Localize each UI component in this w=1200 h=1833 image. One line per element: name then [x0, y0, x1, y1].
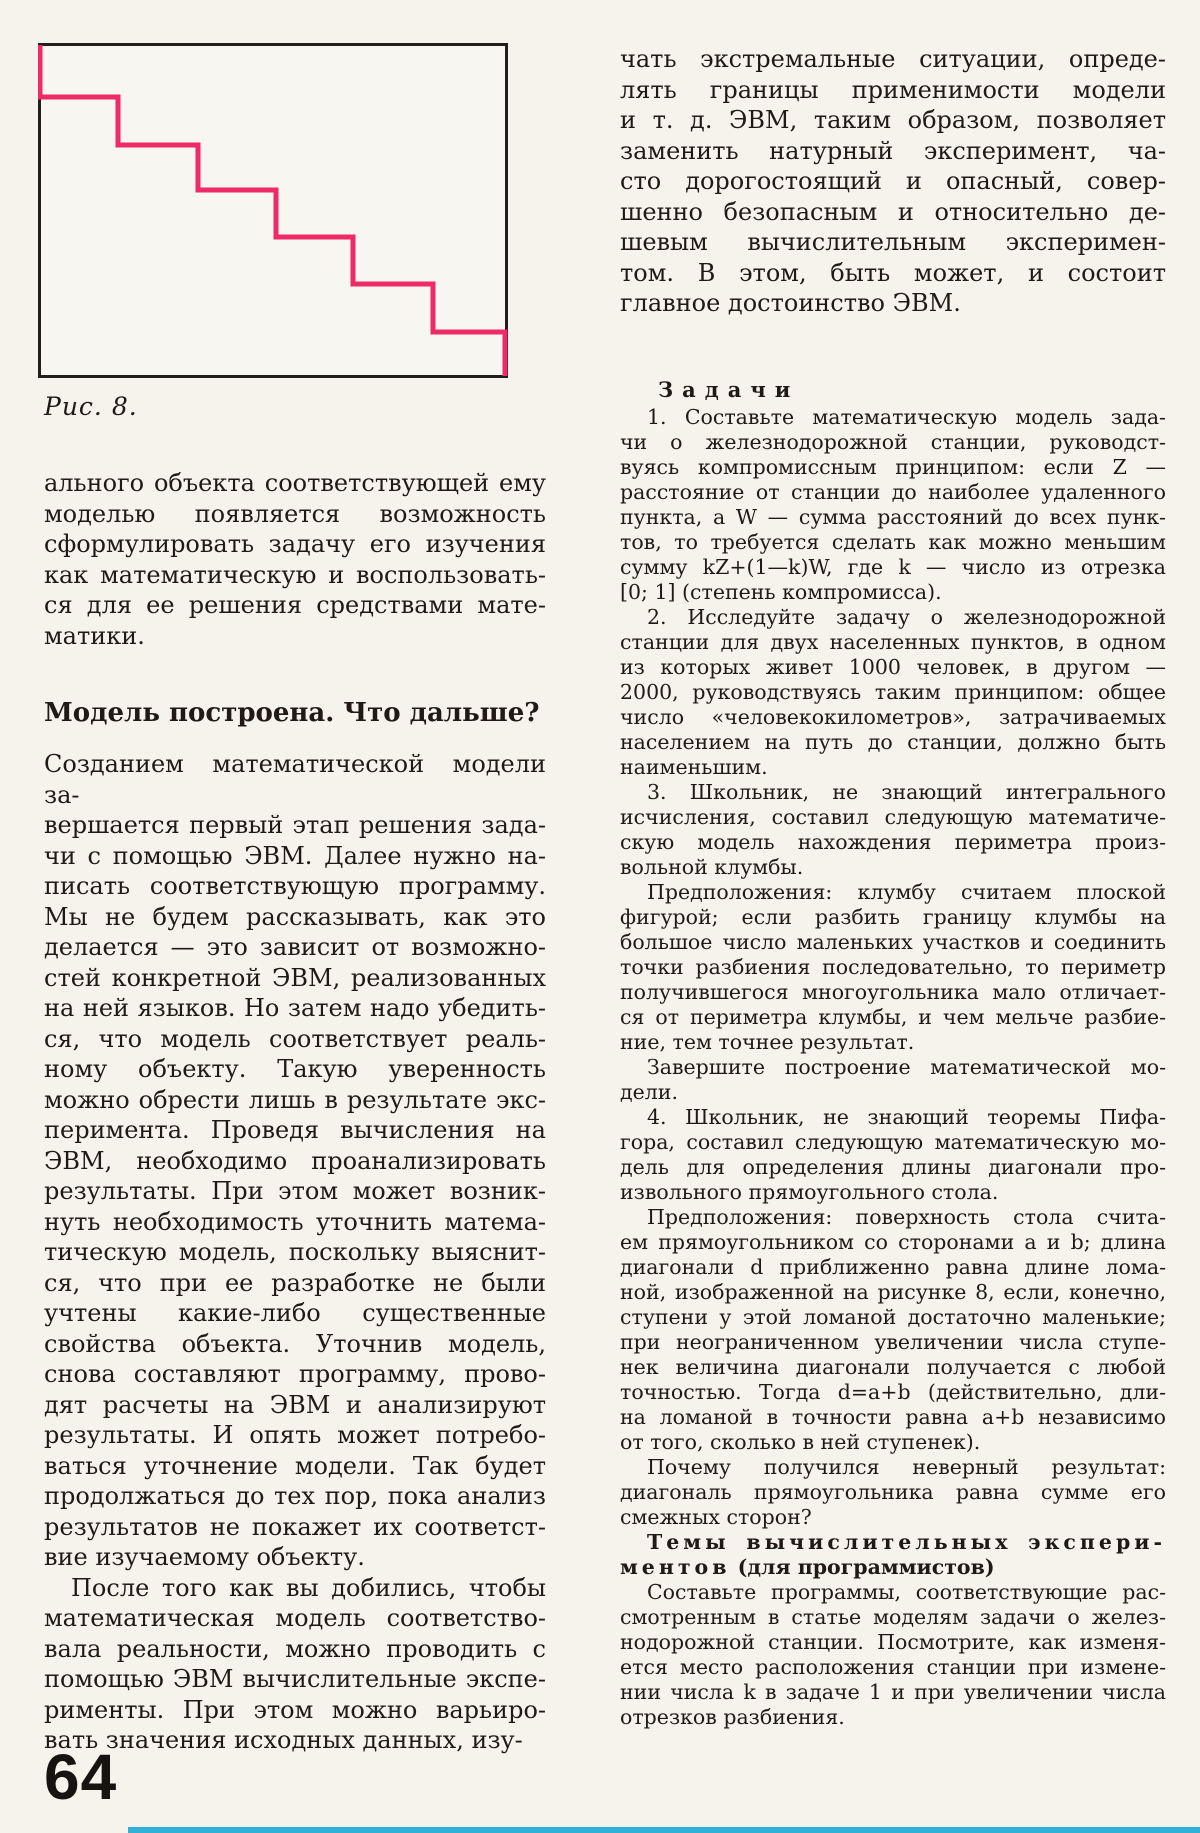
- task-paragraph: [620, 405, 1166, 605]
- figure-caption: Рис. 8.: [44, 392, 138, 421]
- text-line: Предположения: поверхность стола счита-: [647, 1204, 1166, 1229]
- text-line: дели.: [620, 1079, 678, 1104]
- text-line: рименты. При этом можно варьиро-: [44, 1695, 546, 1724]
- text-line: 2. Исследуйте задачу о железнодорожной: [647, 604, 1166, 629]
- text-line: снова составляют программу, прово-: [44, 1360, 546, 1388]
- text-line: главное достоинство ЭВМ.: [620, 289, 961, 317]
- text-line: Составьте программы, соответствующие рас-: [647, 1579, 1166, 1604]
- text-line: учтены какие-либо существенные: [44, 1299, 546, 1327]
- text-line: нуть необходимость уточнить матема-: [44, 1207, 546, 1236]
- text-line: 3. Школьник, не знающий интегрального: [647, 779, 1166, 804]
- text-line: ем прямоугольником со сторонами a и b; длина: [620, 1229, 1166, 1254]
- text-line: [0; 1] (степень компромисса).: [620, 579, 942, 604]
- text-line: Предположения: клумбу считаем плоской: [647, 879, 1166, 904]
- text-line: ваться уточнение модели. Так будет: [44, 1451, 546, 1480]
- text-line: станции для двух населенных пунктов, в одном: [620, 629, 1166, 654]
- text-line: вольной клумбы.: [620, 854, 804, 879]
- text-line: перимента. Проведя вычисления на: [44, 1116, 546, 1144]
- text-line: получившегося многоугольника мало отличает-: [620, 979, 1166, 1004]
- text-line: диагонали d приближенно равна длине лома-: [620, 1254, 1166, 1279]
- text-line: стей конкретной ЭВМ, реализованных: [44, 963, 546, 992]
- task-paragraph: [620, 1055, 1166, 1105]
- text-line: шевым вычислительным эксперимен-: [620, 228, 1166, 256]
- text-line: свойства объекта. Уточнив модель,: [44, 1329, 546, 1358]
- topics-line-2-rest: (для программистов): [730, 1554, 995, 1579]
- text-line: населением на путь до станции, должно быть: [620, 729, 1166, 754]
- text-line: ся от периметра клумбы, и чем мельче разбие-: [620, 1004, 1166, 1029]
- text-line: ступени у этой ломаной достаточно маленькие;: [620, 1304, 1166, 1329]
- text-line: смотренным в статье моделям задачи о желез-: [620, 1604, 1166, 1629]
- text-line: делается — это зависит от возможно-: [44, 933, 546, 961]
- text-line: продолжаться до тех пор, пока анализ: [44, 1482, 546, 1510]
- bottom-edge-strip: [128, 1827, 1200, 1833]
- paragraph-top-continuation: [620, 44, 1166, 319]
- staircase-diagram: [38, 43, 508, 378]
- task-paragraph: [620, 605, 1166, 780]
- text-line: ется место расположения станции при измене-: [620, 1654, 1166, 1679]
- staircase-line: [40, 45, 505, 376]
- paragraph-experiments: [44, 1573, 546, 1756]
- left-column: [44, 468, 546, 1756]
- text-line: Мы не будем рассказывать, как это: [44, 902, 546, 931]
- paragraph-continuation: [44, 468, 546, 651]
- text-line: дят расчеты на ЭВМ и анализируют: [44, 1390, 546, 1419]
- text-line: ся, что модель соответствует реаль-: [44, 1024, 546, 1053]
- text-line: гора, составил следующую математическую мо-: [620, 1129, 1166, 1154]
- text-line: 4. Школьник, не знающий теоремы Пифа-: [647, 1104, 1166, 1129]
- text-line: заменить натурный эксперимент, ча-: [620, 136, 1166, 165]
- text-line: пункта, а W — сумма расстояний до всех пунк-: [620, 504, 1166, 529]
- text-line: нодорожной станции. Посмотрите, как изменя-: [620, 1629, 1166, 1654]
- text-line: точки разбиения последовательно, то периметр: [620, 954, 1166, 979]
- right-column: [620, 44, 1166, 1730]
- text-line: помощью ЭВМ вычислительные экспе-: [44, 1665, 546, 1693]
- text-line: лять границы применимости модели: [620, 75, 1166, 104]
- text-line: исчисления, составил следующую математиче-: [620, 804, 1166, 829]
- text-line: ся для ее решения средствами мате-: [44, 591, 546, 619]
- task-paragraph: [620, 880, 1166, 1055]
- text-line: дель для определения длины диагонали про-: [620, 1154, 1166, 1179]
- text-line: смежных сторон?: [620, 1504, 812, 1529]
- text-line: вуясь компромиссным принципом: если Z —: [620, 454, 1166, 479]
- page-number: 64: [44, 1741, 118, 1813]
- text-line: чи о железнодорожной станции, руководст-: [620, 429, 1166, 454]
- text-line: можно обрести лишь в результате экс-: [44, 1085, 546, 1114]
- paragraph-main: [44, 749, 546, 1573]
- text-line: отрезков разбиения.: [620, 1704, 845, 1729]
- text-line: сумму kZ+(1—k)W, где k — число из отрезка: [620, 554, 1166, 579]
- text-line: сформулировать задачу его изучения: [44, 530, 546, 558]
- text-line: фигурой; если разбить границу клумбы на: [620, 904, 1166, 929]
- figure-8-frame: [38, 43, 508, 378]
- text-line: математическая модель соответство-: [44, 1604, 546, 1632]
- text-line: вершается первый этап решения зада-: [44, 811, 546, 839]
- text-line: том. В этом, быть может, и состоит: [620, 258, 1166, 287]
- text-line: ального объекта соответствующей ему: [44, 469, 546, 497]
- task-paragraph: [620, 780, 1166, 880]
- text-line: матики.: [44, 621, 145, 650]
- text-line: при неограниченном увеличении числа ступе-: [620, 1329, 1166, 1354]
- text-line: точностью. Тогда d=a+b (действительно, дли-: [620, 1379, 1166, 1404]
- text-line: из которых живет 1000 человек, в другом —: [620, 654, 1166, 679]
- text-line: ние, тем точнее результат.: [620, 1029, 915, 1054]
- text-line: Почему получился неверный результат:: [647, 1454, 1166, 1479]
- text-line: диагональ прямоугольника равна сумме его: [620, 1479, 1166, 1504]
- text-line: тическую модель, поскольку выяснит-: [44, 1238, 546, 1266]
- text-line: результаты. При этом может возник-: [44, 1177, 546, 1205]
- text-line: большое число маленьких участков и соединить: [620, 929, 1166, 954]
- text-line: ся, что при ее разработке не были: [44, 1268, 546, 1297]
- text-line: как математическую и воспользовать-: [44, 560, 546, 589]
- text-line: тов, то требуется сделать как можно меньшим: [620, 529, 1166, 554]
- text-line: чи с помощью ЭВМ. Далее нужно на-: [44, 841, 546, 870]
- text-line: число «человекокилометров», затрачиваемых: [620, 704, 1166, 729]
- text-line: вала реальности, можно проводить с: [44, 1634, 546, 1663]
- text-line: на ломаной в точности равна a+b независимо: [620, 1404, 1166, 1429]
- text-line: нек величина диагонали получается с любой: [620, 1354, 1166, 1379]
- text-line: ному объекту. Такую уверенность: [44, 1055, 546, 1083]
- text-line: расстояние от станции до наиболее удаленного: [620, 479, 1166, 504]
- text-line: нии числа k в задаче 1 и при увеличении числа: [620, 1679, 1166, 1704]
- text-line: на ней языков. Но затем надо убедить-: [44, 994, 546, 1022]
- section-heading: Модель построена. Что дальше?: [44, 698, 540, 728]
- topics-line-1: Темы вычислительных экспери-: [647, 1529, 1166, 1554]
- text-line: шенно безопасным и относительно де-: [620, 197, 1166, 226]
- text-line: вие изучаемому объекту.: [44, 1543, 365, 1571]
- text-line: Завершите построение математической мо-: [647, 1054, 1166, 1079]
- text-line: вать значения исходных данных, изу-: [44, 1726, 523, 1754]
- task-paragraph: [620, 1205, 1166, 1455]
- tasks-heading: Задачи: [658, 376, 800, 402]
- text-line: наименьшим.: [620, 754, 768, 779]
- text-line: ЭВМ, необходимо проанализировать: [44, 1146, 546, 1175]
- text-line: моделью появляется возможность: [44, 499, 546, 528]
- topics-line-2: [620, 1555, 1166, 1580]
- text-line: извольного прямоугольного стола.: [620, 1179, 999, 1204]
- text-line: После того как вы добились, чтобы: [71, 1573, 546, 1602]
- text-line: результатов не покажет их соответст-: [44, 1512, 546, 1541]
- topics-line-2-spaced: ментов: [620, 1554, 731, 1579]
- text-line: чать экстремальные ситуации, опреде-: [620, 45, 1166, 73]
- topics-heading: [620, 1530, 1166, 1580]
- text-line: скую модель нахождения периметра произ-: [620, 829, 1166, 854]
- text-line: и т. д. ЭВМ, таким образом, позволяет: [620, 106, 1166, 134]
- task-paragraph: [620, 1105, 1166, 1205]
- tasks-list: [620, 405, 1166, 1530]
- text-line: от того, сколько в ней ступенек).: [620, 1429, 981, 1454]
- text-line: писать соответствующую программу.: [44, 872, 546, 900]
- text-line: Созданием математической модели за-: [44, 750, 546, 809]
- text-line: 2000, руководствуясь таким принципом: общее: [620, 679, 1166, 704]
- paragraph-final: [620, 1580, 1166, 1730]
- text-line: ной, изображенной на рисунке 8, если, конечно,: [620, 1279, 1166, 1304]
- text-line: результаты. И опять может потребо-: [44, 1421, 546, 1449]
- task-paragraph: [620, 1455, 1166, 1530]
- text-line: сто дорогостоящий и опасный, совер-: [620, 167, 1166, 195]
- text-line: 1. Составьте математическую модель зада-: [647, 404, 1166, 429]
